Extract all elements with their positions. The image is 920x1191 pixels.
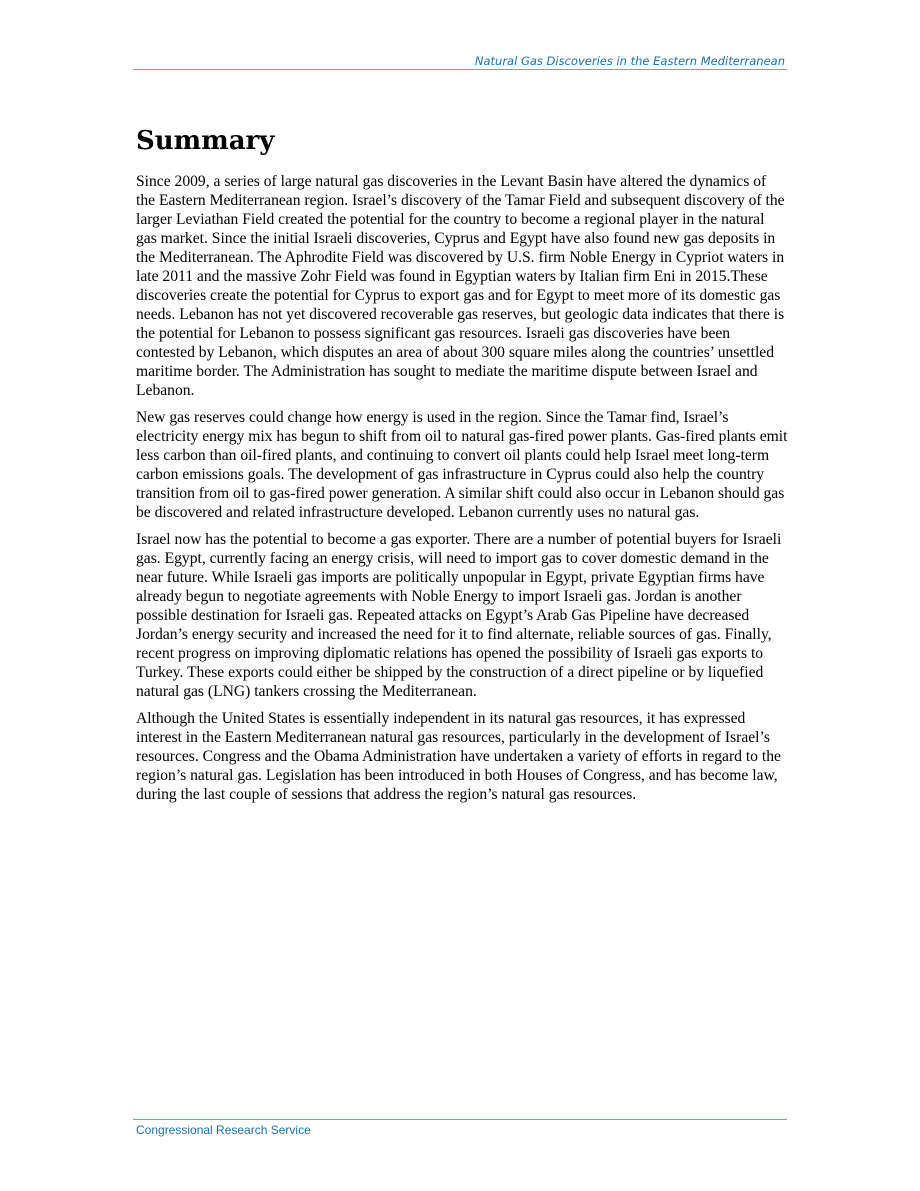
summary-paragraph-2: New gas reserves could change how energy is used in the region. Since the Tamar find, Israel’s electricity energy mix has begun to shift from oil to natural gas-fired power plants. Gas-fired plants emit less carbon than oil-fired plants, and continuing to convert oil plants could help Israel meet long-term carbon emissions goals. The development of gas infrastructure in Cyprus could also help the country transition from oil to gas-fired power generation. A similar shift could also occur in Lebanon should gas be discovered and related infrastructure developed. Lebanon currently uses no natural gas. — [136, 409, 788, 521]
summary-paragraph-1: Since 2009, a series of large natural gas discoveries in the Levant Basin have altered the dynamics of the Eastern Mediterranean region. Israel’s discovery of the Tamar Field and subsequent discovery of the larger Leviathan Field created the potential for the country to become a regional player in the natural gas market. Since the initial Israeli discoveries, Cyprus and Egypt have also found new gas deposits in the Mediterranean. The Aphrodite Field was discovered by U.S. firm Noble Energy in Cypriot waters in late 2011 and the massive Zohr Field was found in Egyptian waters by Italian firm Eni in 2015.These discoveries create the potential for Cyprus to export gas and for Egypt to meet more of its domestic gas needs. Lebanon has not yet discovered recoverable gas reserves, but geologic data indicates that there is the potential for Lebanon to possess significant gas resources. Israeli gas discoveries have been contested by Lebanon, which disputes an area of about 300 square miles along the countries’ unsettled maritime border. The Administration has sought to mediate the maritime dispute between Israel and Lebanon. — [136, 173, 785, 399]
running-header-title: Natural Gas Discoveries in the Eastern Mediterranean — [474, 54, 785, 68]
footer-organization: Congressional Research Service — [136, 1123, 311, 1137]
summary-section — [136, 124, 788, 812]
summary-paragraph-4: Although the United States is essentially independent in its natural gas resources, it has expressed interest in the Eastern Mediterranean natural gas resources, particularly in the development of Israel’s resources. Congress and the Obama Administration have undertaken a variety of efforts in regard to the region’s natural gas. Legislation has been introduced in both Houses of Congress, and has become law, during the last couple of sessions that address the region’s natural gas resources. — [136, 710, 781, 803]
footer-divider — [133, 1119, 787, 1120]
section-heading: Summary — [136, 126, 275, 156]
summary-paragraph-3: Israel now has the potential to become a gas exporter. There are a number of potential buyers for Israeli gas. Egypt, currently facing an energy crisis, will need to import gas to cover domestic demand in the near future. While Israeli gas imports are politically unpopular in Egypt, private Egyptian firms have already begun to negotiate agreements with Noble Energy to import Israeli gas. Jordan is another possible destination for Israeli gas. Repeated attacks on Egypt’s Arab Gas Pipeline have decreased Jordan’s energy security and increased the need for it to find alternate, reliable sources of gas. Finally, recent progress on improving diplomatic relations has opened the possibility of Israeli gas exports to Turkey. These exports could either be shipped by the construction of a direct pipeline or by liquefied natural gas (LNG) tankers crossing the Mediterranean. — [136, 531, 782, 700]
header-divider — [133, 69, 787, 70]
